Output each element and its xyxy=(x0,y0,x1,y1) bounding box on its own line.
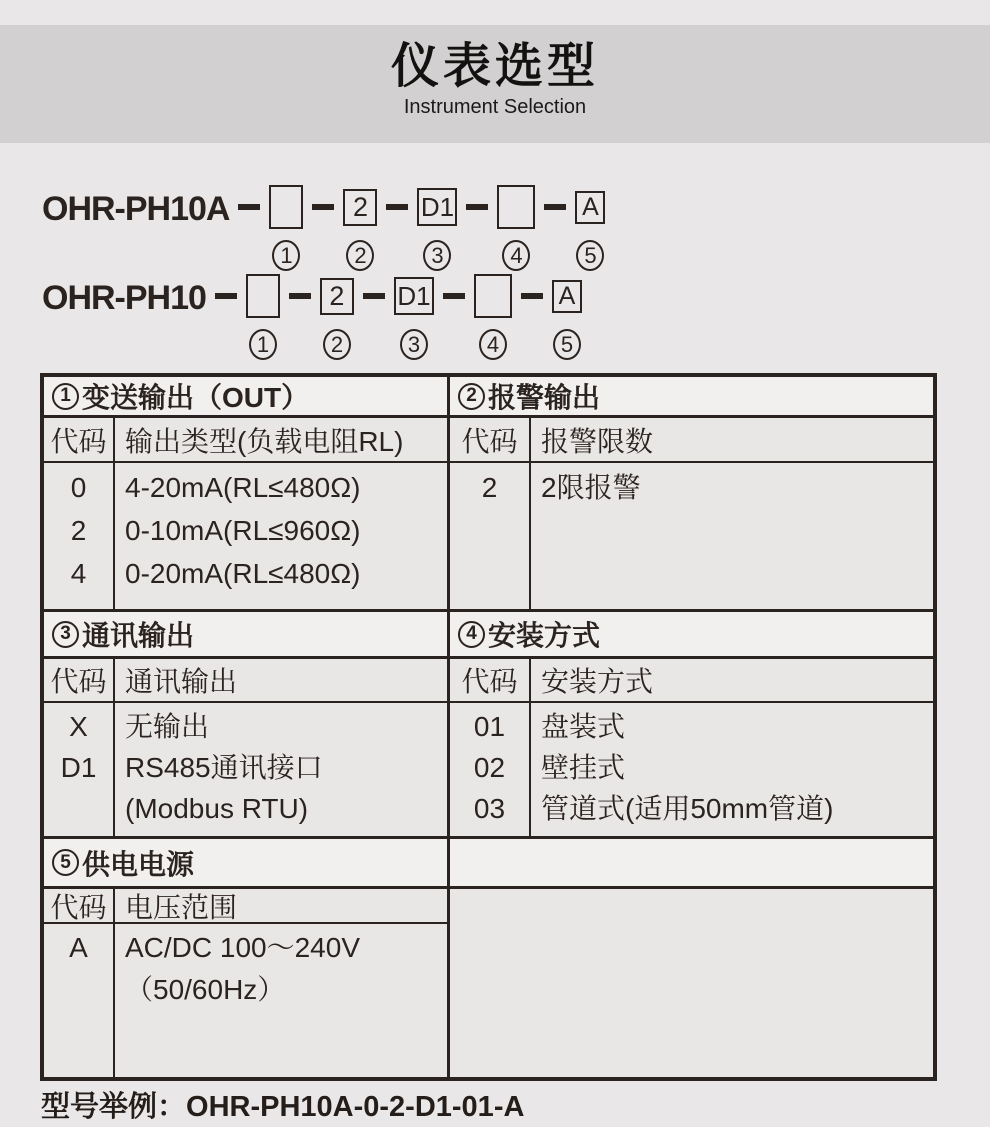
code-cell: 2 xyxy=(70,515,87,546)
model-slot-5 xyxy=(575,183,605,271)
s1-code-header: 代码 xyxy=(44,418,115,463)
slot-index-badge: 1 xyxy=(272,240,300,271)
section-1-title: 1 变送输出（OUT） xyxy=(44,377,447,418)
code-cell: 0 xyxy=(70,472,87,503)
desc-cell: 4-20mA(RL≤480Ω) xyxy=(125,472,361,503)
s4-desc-header: 安装方式 xyxy=(531,659,933,703)
s1-desc-header: 输出类型(负载电阻RL) xyxy=(115,418,447,463)
model-slot-box: D1 xyxy=(417,188,457,226)
desc-cell: 壁挂式 xyxy=(541,752,626,783)
model-slot-1 xyxy=(246,272,280,360)
circled-number-icon: 5 xyxy=(52,849,79,876)
dash-separator xyxy=(386,204,408,210)
desc-cell: （50/60Hz） xyxy=(125,974,286,1005)
empty-body-area xyxy=(447,889,933,1077)
model-slot-4 xyxy=(474,272,512,360)
dash-separator xyxy=(363,293,385,299)
example-label: 型号举例： xyxy=(41,1091,187,1123)
s2-desc-header: 报警限数 xyxy=(531,418,933,463)
code-cell: 2 xyxy=(481,472,498,503)
desc-cell: 2限报警 xyxy=(541,472,641,503)
model-slot-1 xyxy=(269,183,303,271)
desc-cell: AC/DC 100～240V xyxy=(125,932,361,963)
s2-code-header: 代码 xyxy=(447,418,531,463)
dash-separator xyxy=(443,293,465,299)
desc-cell: 0-10mA(RL≤960Ω) xyxy=(125,515,361,546)
s2-desc-cells xyxy=(531,463,933,612)
dash-separator xyxy=(544,204,566,210)
dash-separator xyxy=(215,293,237,299)
model-line-ohr-ph10a xyxy=(42,183,605,271)
s1-code-cells xyxy=(44,463,115,612)
s3-desc-cells xyxy=(115,703,447,839)
model-prefix: OHR-PH10 xyxy=(42,279,206,317)
code-cell: D1 xyxy=(60,752,97,783)
desc-cell: 无输出 xyxy=(125,711,210,742)
slot-index-badge: 1 xyxy=(249,329,277,360)
dash-separator xyxy=(238,204,260,210)
s4-code-cells xyxy=(447,703,531,839)
empty-header-area xyxy=(447,839,933,889)
dash-separator xyxy=(289,293,311,299)
model-slot-4 xyxy=(497,183,535,271)
model-slot-box xyxy=(497,185,535,229)
model-slot-2 xyxy=(343,183,377,271)
model-slot-box xyxy=(474,274,512,318)
slot-index-badge: 4 xyxy=(502,240,530,271)
desc-cell: RS485通讯接口 xyxy=(125,752,323,783)
page-title: 仪表选型 xyxy=(390,40,599,93)
s1-desc-cells xyxy=(115,463,447,612)
model-example-line xyxy=(41,1084,524,1125)
model-slot-box: A xyxy=(575,191,605,224)
circled-number-icon: 4 xyxy=(458,621,485,648)
s5-code-header: 代码 xyxy=(44,889,115,924)
desc-cell: 0-20mA(RL≤480Ω) xyxy=(125,558,361,589)
s3-code-cells xyxy=(44,703,115,839)
s2-code-cells xyxy=(447,463,531,612)
model-slot-box xyxy=(269,185,303,229)
section-4-title: 4 安装方式 xyxy=(447,612,933,659)
slot-index-badge: 5 xyxy=(553,329,581,360)
slot-index-badge: 2 xyxy=(323,329,351,360)
desc-cell: 盘装式 xyxy=(541,711,626,742)
s5-desc-header: 电压范围 xyxy=(115,889,447,924)
example-value: OHR-PH10A-0-2-D1-01-A xyxy=(186,1091,525,1123)
model-slot-box: 2 xyxy=(343,189,377,226)
model-prefix: OHR-PH10A xyxy=(42,190,230,228)
model-slot-box: A xyxy=(552,280,582,313)
slot-index-badge: 4 xyxy=(479,329,507,360)
model-slot-box: 2 xyxy=(320,278,354,315)
dash-separator xyxy=(521,293,543,299)
code-cell: 01 xyxy=(473,711,506,742)
slot-index-badge: 2 xyxy=(346,240,374,271)
circled-number-icon: 1 xyxy=(52,383,79,410)
section-2-title: 2 报警输出 xyxy=(447,377,933,418)
code-cell: X xyxy=(69,711,88,742)
s3-code-header: 代码 xyxy=(44,659,115,703)
desc-cell: (Modbus RTU) xyxy=(125,793,309,824)
code-cell: A xyxy=(69,932,88,963)
s3-desc-header: 通讯输出 xyxy=(115,659,447,703)
code-cell: 4 xyxy=(70,558,87,589)
s4-code-header: 代码 xyxy=(447,659,531,703)
dash-separator xyxy=(312,204,334,210)
page-subtitle: Instrument Selection xyxy=(403,96,587,118)
header-band xyxy=(0,25,990,143)
s4-desc-cells xyxy=(531,703,933,839)
selection-table xyxy=(40,373,937,1081)
model-slot-3 xyxy=(417,183,457,271)
slot-index-badge: 5 xyxy=(576,240,604,271)
s5-code-cells xyxy=(44,924,115,1077)
slot-index-badge: 3 xyxy=(400,329,428,360)
section-5-title: 5 供电电源 xyxy=(44,839,447,889)
s5-desc-cells xyxy=(115,924,447,1077)
model-slot-box xyxy=(246,274,280,318)
section-3-title: 3 通讯输出 xyxy=(44,612,447,659)
model-line-ohr-ph10 xyxy=(42,272,582,360)
model-slot-2 xyxy=(320,272,354,360)
model-slot-3 xyxy=(394,272,434,360)
desc-cell: 管道式(适用50mm管道) xyxy=(541,793,834,824)
model-slot-5 xyxy=(552,272,582,360)
slot-index-badge: 3 xyxy=(423,240,451,271)
dash-separator xyxy=(466,204,488,210)
circled-number-icon: 3 xyxy=(52,621,79,648)
circled-number-icon: 2 xyxy=(458,383,485,410)
code-cell: 03 xyxy=(473,793,506,824)
model-slot-box: D1 xyxy=(394,277,434,315)
code-cell: 02 xyxy=(473,752,506,783)
